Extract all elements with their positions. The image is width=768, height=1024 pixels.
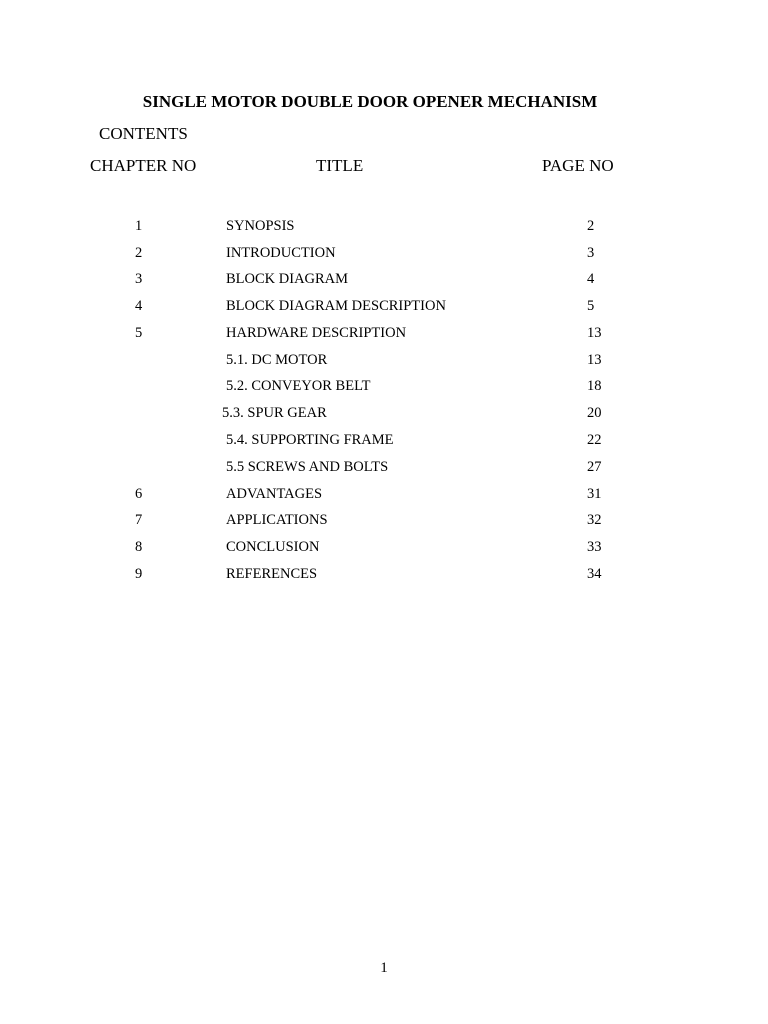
toc-entry-title: 5.2. CONVEYOR BELT [226, 378, 371, 394]
toc-subsection-row [0, 405, 768, 425]
toc-entry-title: 5.1. DC MOTOR [226, 352, 328, 368]
toc-chapter-number: 7 [135, 512, 143, 528]
toc-entry-title: REFERENCES [226, 566, 318, 582]
toc-row [0, 486, 768, 506]
page-footer-number: 1 [380, 960, 388, 976]
toc-chapter-number: 3 [135, 271, 143, 287]
toc-subsection-row [0, 459, 768, 479]
toc-page-number: 27 [587, 459, 602, 475]
toc-page-number: 3 [587, 245, 595, 261]
toc-row [0, 566, 768, 586]
toc-entry-title: 5.5 SCREWS AND BOLTS [226, 459, 389, 475]
toc-row [0, 298, 768, 318]
chapter-no-column-header: CHAPTER NO [90, 156, 197, 175]
toc-entry-title: BLOCK DIAGRAM DESCRIPTION [226, 298, 446, 314]
toc-entry-title: INTRODUCTION [226, 245, 336, 261]
toc-subsection-row [0, 432, 768, 452]
toc-page-number: 5 [587, 298, 595, 314]
toc-entry-title: ADVANTAGES [226, 486, 323, 502]
toc-row [0, 325, 768, 345]
toc-page-number: 2 [587, 218, 595, 234]
toc-chapter-number: 4 [135, 298, 143, 314]
toc-entry-title: HARDWARE DESCRIPTION [226, 325, 407, 341]
toc-chapter-number: 8 [135, 539, 143, 555]
toc-entry-title: APPLICATIONS [226, 512, 328, 528]
toc-page-number: 20 [587, 405, 602, 421]
page-no-column-header: PAGE NO [542, 156, 614, 175]
toc-subsection-row [0, 352, 768, 372]
toc-chapter-number: 6 [135, 486, 143, 502]
toc-row [0, 539, 768, 559]
toc-page-number: 34 [587, 566, 602, 582]
toc-page-number: 18 [587, 378, 602, 394]
toc-entry-title: 5.3. SPUR GEAR [222, 405, 327, 421]
toc-subsection-row [0, 378, 768, 398]
contents-heading: CONTENTS [99, 124, 188, 143]
toc-page-number: 13 [587, 352, 602, 368]
toc-entry-title: BLOCK DIAGRAM [226, 271, 349, 287]
toc-page-number: 32 [587, 512, 602, 528]
toc-row [0, 271, 768, 291]
toc-page-number: 31 [587, 486, 602, 502]
title-column-header: TITLE [316, 156, 364, 175]
toc-chapter-number: 5 [135, 325, 143, 341]
toc-entry-title: 5.4. SUPPORTING FRAME [226, 432, 394, 448]
toc-page-number: 33 [587, 539, 602, 555]
toc-chapter-number: 9 [135, 566, 143, 582]
document-title: SINGLE MOTOR DOUBLE DOOR OPENER MECHANISM [142, 92, 598, 111]
toc-page-number: 4 [587, 271, 595, 287]
toc-entry-title: CONCLUSION [226, 539, 320, 555]
toc-page-number: 22 [587, 432, 602, 448]
toc-chapter-number: 2 [135, 245, 143, 261]
toc-entry-title: SYNOPSIS [226, 218, 295, 234]
toc-page-number: 13 [587, 325, 602, 341]
toc-row [0, 512, 768, 532]
toc-chapter-number: 1 [135, 218, 143, 234]
toc-row [0, 245, 768, 265]
toc-row [0, 218, 768, 238]
